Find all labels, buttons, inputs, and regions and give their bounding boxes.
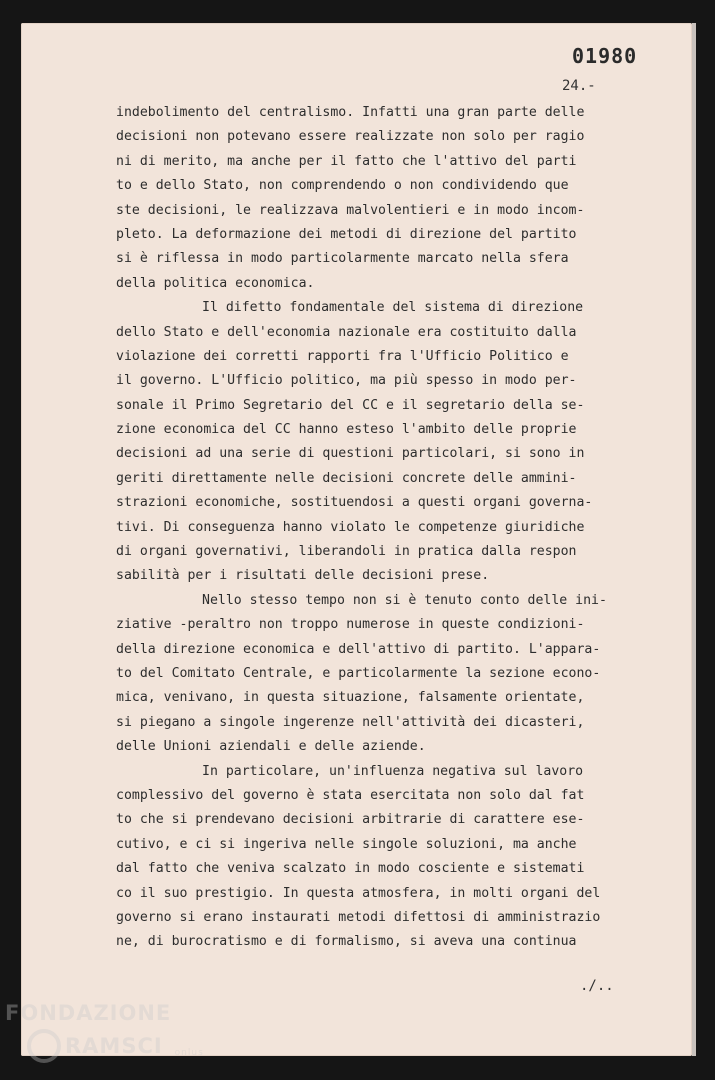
text-line: ste decisioni, le realizzava malvolentieri e in modo incom-	[116, 202, 585, 218]
continuation-mark: ./..	[580, 978, 614, 994]
watermark-line2: RAMSCI	[65, 1034, 163, 1058]
text-line: dello Stato e dell'economia nazionale era costituito dalla	[116, 324, 577, 340]
g-logo-icon	[27, 1029, 61, 1063]
text-line: tivi. Di conseguenza hanno violato le competenze giuridiche	[116, 519, 585, 535]
text-line: Nello stesso tempo non si è tenuto conto delle ini-	[202, 592, 607, 608]
archive-number: 01980	[572, 44, 638, 68]
text-line: zione economica del CC hanno esteso l'ambito delle proprie	[116, 422, 577, 438]
text-line: dal fatto che veniva scalzato in modo cosciente e sistemati	[116, 861, 585, 877]
text-line: to che si prendevano decisioni arbitrarie di carattere ese-	[116, 812, 585, 828]
text-line: complessivo del governo è stata esercitata non solo dal fat	[116, 787, 585, 803]
text-line: di organi governativi, liberandoli in pratica dalla respon	[116, 544, 577, 560]
text-line: della direzione economica e dell'attivo di partito. L'appara-	[116, 641, 601, 657]
text-line: co il suo prestigio. In questa atmosfera, in molti organi del	[116, 885, 601, 901]
text-line: indebolimento del centralismo. Infatti una gran parte delle	[116, 105, 585, 120]
watermark-small: onlus	[174, 1048, 204, 1058]
text-line: sonale il Primo Segretario del CC e il segretario della se-	[116, 397, 585, 413]
body-text	[116, 101, 656, 955]
text-line: ziative -peraltro non troppo numerose in queste condizioni-	[116, 617, 585, 633]
text-line: ni di merito, ma anche per il fatto che l'attivo del parti	[116, 153, 577, 169]
text-line: Il difetto fondamentale del sistema di direzione	[202, 300, 584, 316]
watermark-line2-row	[5, 1026, 204, 1066]
text-line: governo si erano instaurati metodi difettosi di amministrazio	[116, 909, 601, 925]
page-number: 24.-	[562, 78, 596, 94]
text-line: pleto. La deformazione dei metodi di direzione del partito	[116, 226, 577, 242]
text-line: violazione dei corretti rapporti fra l'Ufficio Politico e	[116, 348, 569, 364]
text-line: il governo. L'Ufficio politico, ma più spesso in modo per-	[116, 373, 577, 389]
text-line: decisioni non potevano essere realizzate non solo per ragio	[116, 129, 585, 145]
watermark-line1: FONDAZIONE	[5, 1001, 172, 1025]
text-line: si piegano a singole ingerenze nell'attività dei dicasteri,	[116, 714, 585, 730]
fondazione-gramsci-watermark	[5, 1000, 204, 1066]
text-line: sabilità per i risultati delle decisioni prese.	[116, 568, 490, 584]
text-line: to del Comitato Centrale, e particolarmente la sezione econo-	[116, 665, 601, 681]
text-line: decisioni ad una serie di questioni particolari, si sono in	[116, 446, 585, 462]
text-line: geriti direttamente nelle decisioni concrete delle ammini-	[116, 470, 577, 486]
text-line: In particolare, un'influenza negativa sul lavoro	[202, 763, 584, 779]
text-line: to e dello Stato, non comprendendo o non condividendo que	[116, 178, 569, 194]
text-line: della politica economica.	[116, 275, 315, 291]
text-line: ne, di burocratismo e di formalismo, si aveva una continua	[116, 934, 577, 950]
page-edge	[692, 23, 696, 1056]
text-line: strazioni economiche, sostituendosi a questi organi governa-	[116, 495, 593, 511]
text-line: si è riflessa in modo particolarmente marcato nella sfera	[116, 251, 569, 267]
text-line: mica, venivano, in questa situazione, falsamente orientate,	[116, 690, 585, 706]
text-line: cutivo, e ci si ingeriva nelle singole soluzioni, ma anche	[116, 836, 577, 852]
text-line: delle Unioni aziendali e delle aziende.	[116, 739, 426, 755]
